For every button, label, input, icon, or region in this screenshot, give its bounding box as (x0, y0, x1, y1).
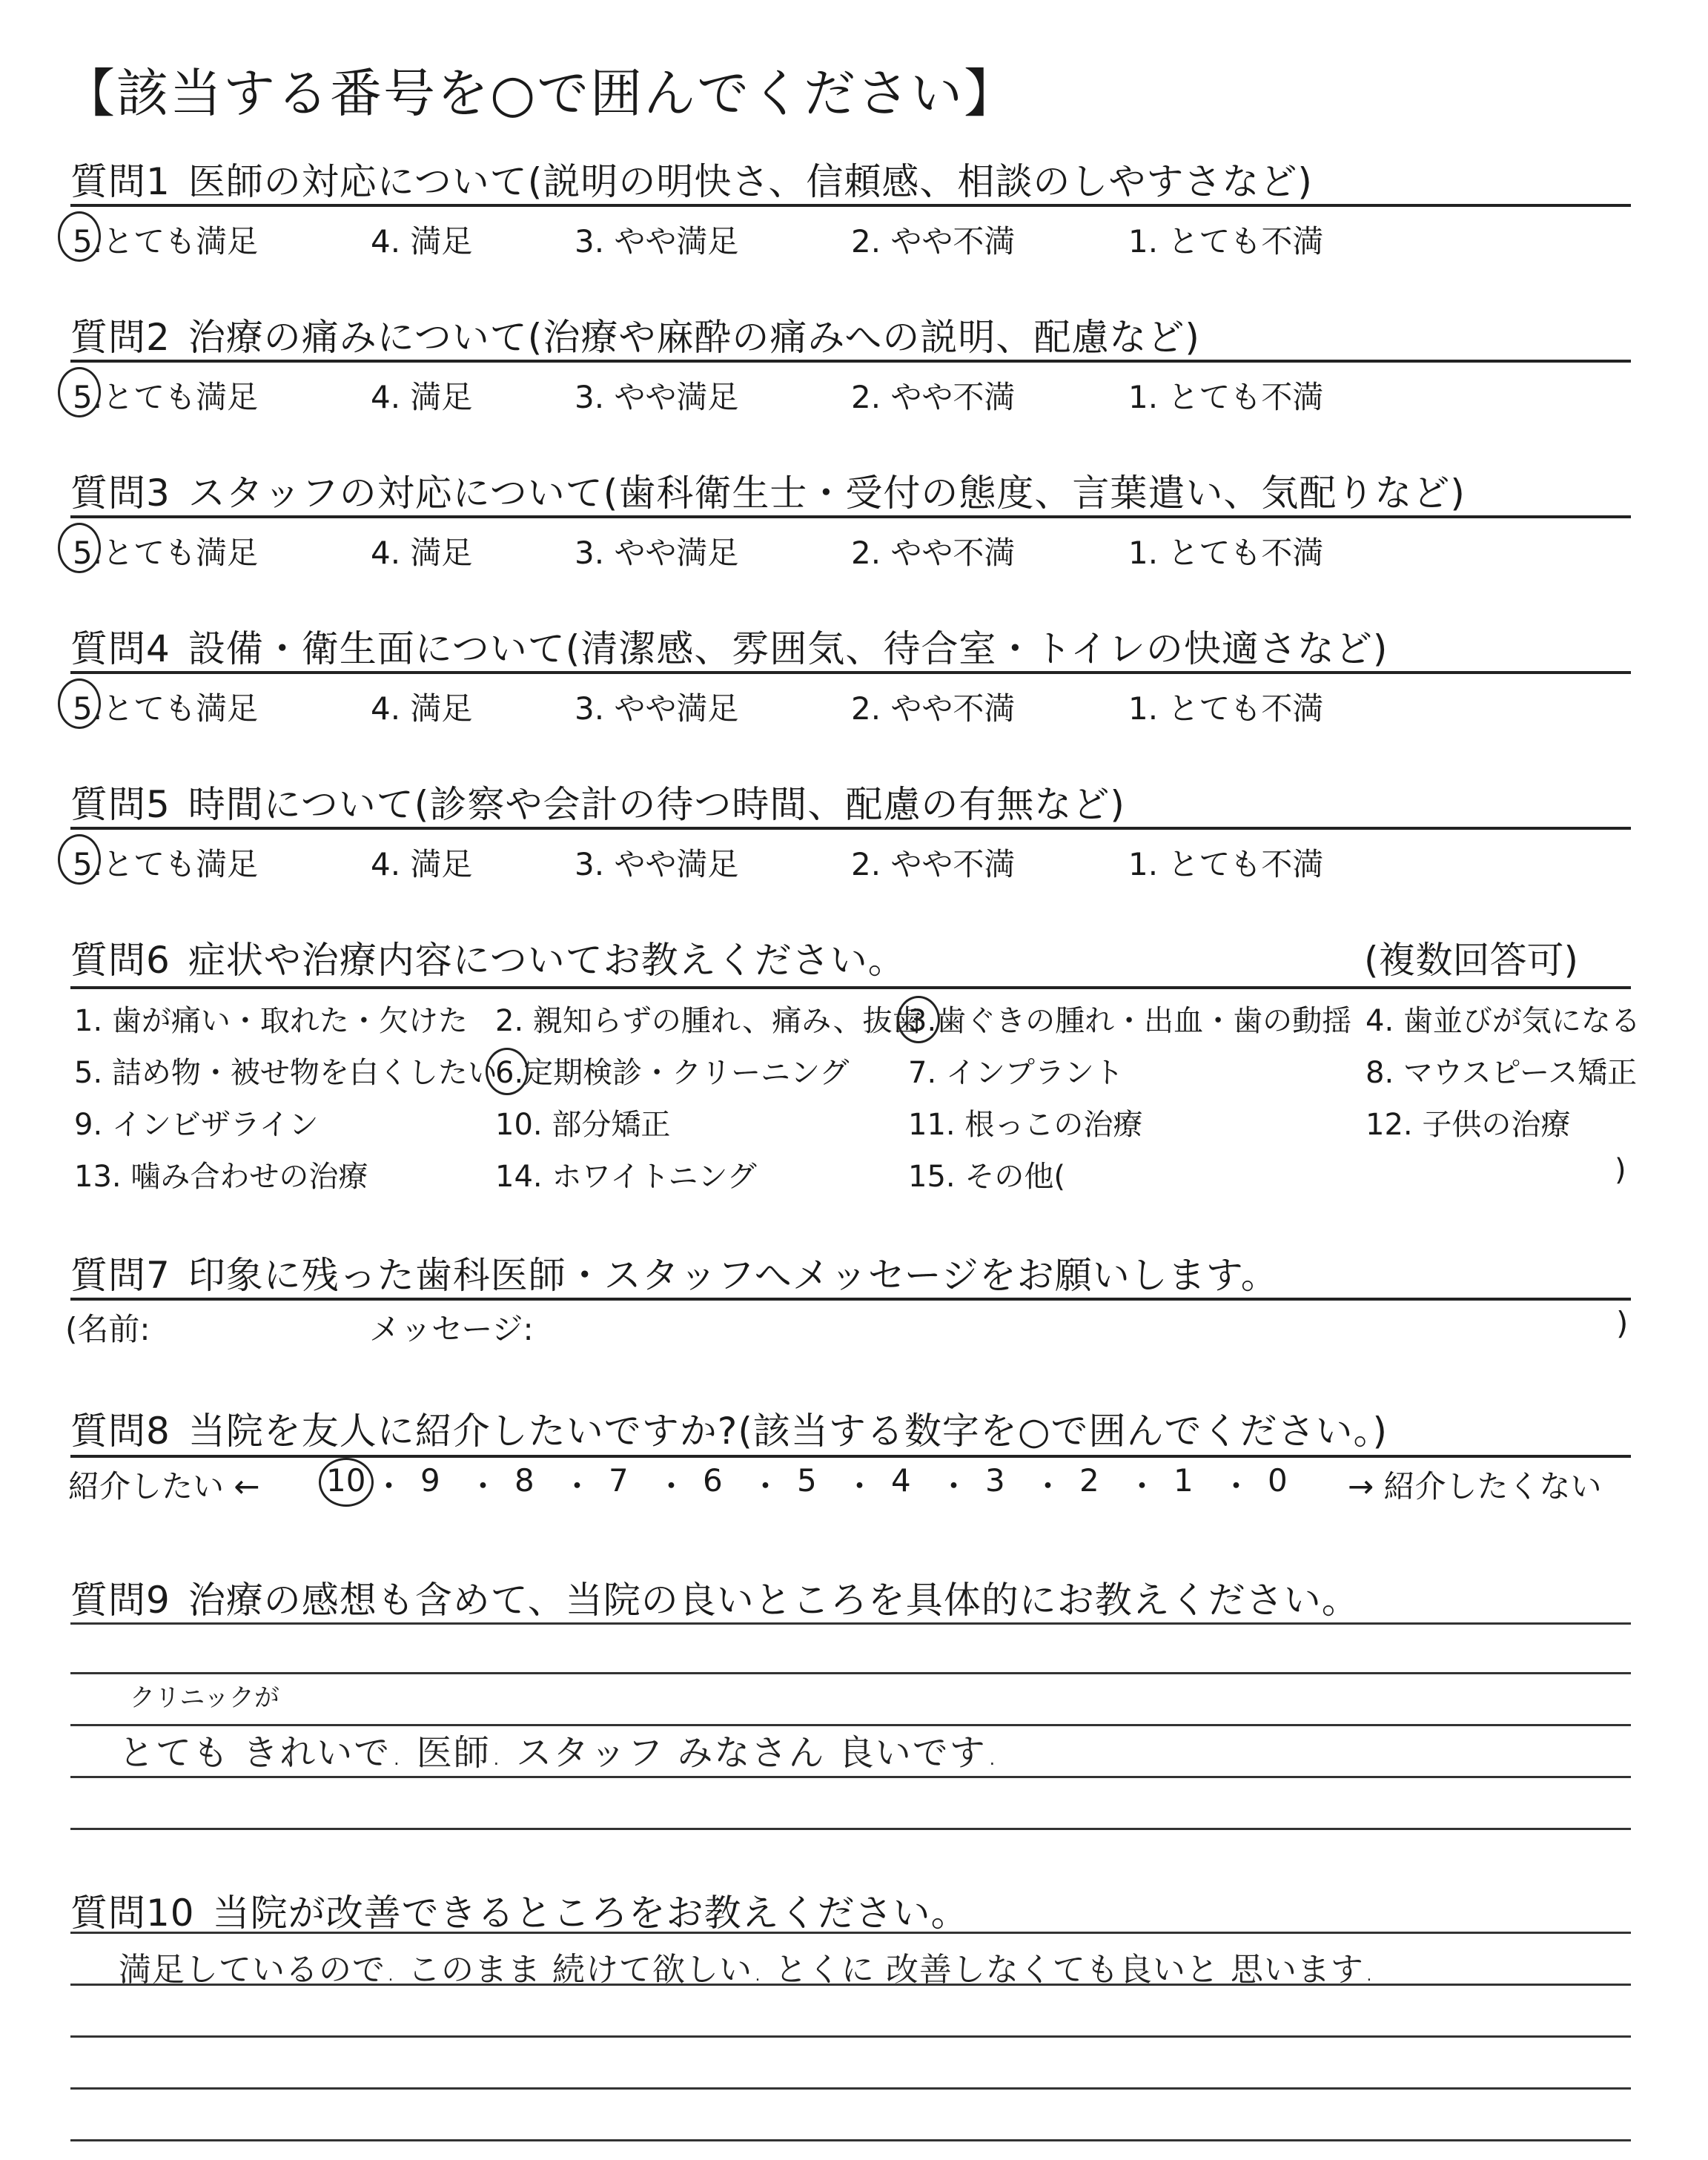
q8-scale-separator: ・ (655, 1468, 687, 1505)
q6-rule (70, 986, 1631, 989)
q6-option-13[interactable]: 13. 噛み合わせの治療 (74, 1160, 368, 1194)
q8-scale-3[interactable]: 3 (985, 1462, 1005, 1499)
q10-number: 質問10 (70, 1892, 195, 1935)
q3-option-2[interactable]: 2. やや不満 (851, 535, 1016, 571)
q5-option-1[interactable]: 1. とても不満 (1128, 846, 1324, 882)
q8-scale-0[interactable]: 0 (1268, 1462, 1288, 1499)
q6-option-9[interactable]: 9. インビザライン (74, 1108, 319, 1142)
q6-option-15[interactable]: 15. その他( (908, 1160, 1065, 1194)
q10-line-4 (70, 2087, 1631, 2090)
q6-text: 症状や治療内容についてお教えください。 (188, 939, 906, 982)
q9-line-4 (70, 1776, 1631, 1778)
q9-heading (70, 1571, 1360, 1624)
q2-rule (70, 360, 1631, 363)
q8-scale-separator: ・ (938, 1468, 970, 1505)
q10-heading (70, 1883, 969, 1937)
q6-option-1[interactable]: 1. 歯が痛い・取れた・欠けた (74, 1004, 468, 1038)
q5-text: 時間について(診察や会計の待つ時間、配慮の有無など) (188, 783, 1125, 826)
q6-option-7[interactable]: 7. インプラント (908, 1056, 1124, 1090)
q3-option-4[interactable]: 4. 満足 (371, 535, 473, 571)
q8-scale-separator: ・ (1032, 1468, 1064, 1505)
survey-title: 【該当する番号を○で囲んでください】 (63, 63, 1018, 124)
q6-selected-circle-3 (897, 996, 940, 1043)
q1-text: 医師の対応について(説明の明快さ、信頼感、相談のしやすさなど) (188, 160, 1313, 203)
q8-scale-4[interactable]: 4 (891, 1462, 911, 1499)
q1-rule (70, 204, 1631, 207)
q7-name-label[interactable]: (名前: (65, 1311, 150, 1347)
q5-rule (70, 827, 1631, 830)
q2-option-4[interactable]: 4. 満足 (371, 379, 473, 415)
q10-line-1 (70, 1932, 1631, 1934)
q6-option-14[interactable]: 14. ホワイトニング (495, 1160, 757, 1194)
q8-scale-9[interactable]: 9 (420, 1462, 440, 1499)
q1-selected-circle (58, 211, 101, 262)
q2-option-1[interactable]: 1. とても不満 (1128, 379, 1324, 415)
q8-scale-separator: ・ (561, 1468, 593, 1505)
q8-scale-separator: ・ (844, 1468, 875, 1505)
q8-scale-1[interactable]: 1 (1174, 1462, 1194, 1499)
q8-scale-separator: ・ (1220, 1468, 1252, 1505)
q9-line-1 (70, 1622, 1631, 1625)
q9-answer-line-2: とても きれいで. 医師. スタッフ みなさん 良いです. (119, 1732, 1000, 1774)
q4-option-4[interactable]: 4. 満足 (371, 690, 473, 727)
q1-option-3[interactable]: 3. やや満足 (575, 223, 739, 260)
q3-text: スタッフの対応について(歯科衛生士・受付の態度、言葉遣い、気配りなど) (188, 472, 1466, 515)
q6-option-2[interactable]: 2. 親知らずの腫れ、痛み、抜歯 (495, 1004, 922, 1038)
q2-heading (70, 308, 1200, 361)
q4-number: 質問4 (70, 627, 171, 670)
q6-option-4[interactable]: 4. 歯並びが気になる (1366, 1004, 1641, 1038)
q6-option-8[interactable]: 8. マウスピース矯正 (1366, 1056, 1638, 1090)
q5-selected-circle (58, 834, 101, 885)
q5-option-3[interactable]: 3. やや満足 (575, 846, 739, 882)
q10-answer: 満足しているので. このまま 続けて欲しい. とくに 改善しなくても良いと 思います. (119, 1951, 1375, 1989)
q2-option-5[interactable]: 5.とても満足 (73, 379, 259, 415)
q6-option-3[interactable]: 3.歯ぐきの腫れ・出血・歯の動揺 (908, 1004, 1352, 1038)
q3-rule (70, 515, 1631, 518)
q1-option-5[interactable]: 5.とても満足 (73, 223, 259, 260)
q6-option-11[interactable]: 11. 根っこの治療 (908, 1108, 1143, 1142)
q1-option-2[interactable]: 2. やや不満 (851, 223, 1016, 260)
q8-right-label: → 紹介したくない (1348, 1468, 1602, 1505)
q9-answer-line-1: クリニックが (130, 1683, 279, 1713)
q4-text: 設備・衛生面について(清潔感、雰囲気、待合室・トイレの快適さなど) (188, 627, 1388, 670)
q2-option-3[interactable]: 3. やや満足 (575, 379, 739, 415)
q4-option-1[interactable]: 1. とても不満 (1128, 690, 1324, 727)
q10-line-3 (70, 2035, 1631, 2038)
q6-option-10[interactable]: 10. 部分矯正 (495, 1108, 671, 1142)
q8-scale-10[interactable]: 10 (326, 1462, 366, 1499)
q4-option-5[interactable]: 5.とても満足 (73, 690, 259, 727)
q6-heading (70, 931, 906, 984)
q8-scale-2[interactable]: 2 (1079, 1462, 1099, 1499)
q5-option-2[interactable]: 2. やや不満 (851, 846, 1016, 882)
q8-scale-separator: ・ (467, 1468, 499, 1505)
q3-number: 質問3 (70, 472, 171, 515)
q1-option-4[interactable]: 4. 満足 (371, 223, 473, 260)
q8-scale-separator: ・ (1126, 1468, 1158, 1505)
q4-rule (70, 671, 1631, 674)
q8-rule (70, 1455, 1631, 1458)
q3-selected-circle (58, 523, 101, 573)
q7-rule (70, 1298, 1631, 1301)
q9-line-5 (70, 1828, 1631, 1830)
q8-left-label: 紹介したい ← (68, 1468, 260, 1505)
q7-close-paren: ) (1616, 1305, 1629, 1341)
q3-option-3[interactable]: 3. やや満足 (575, 535, 739, 571)
q2-option-2[interactable]: 2. やや不満 (851, 379, 1016, 415)
q5-heading (70, 775, 1125, 828)
q9-number: 質問9 (70, 1579, 171, 1622)
q1-heading (70, 152, 1313, 205)
q8-scale-7[interactable]: 7 (609, 1462, 629, 1499)
q4-option-3[interactable]: 3. やや満足 (575, 690, 739, 727)
q8-scale-8[interactable]: 8 (514, 1462, 534, 1499)
q2-selected-circle (58, 367, 101, 417)
q8-scale-6[interactable]: 6 (703, 1462, 723, 1499)
q8-scale-separator: ・ (373, 1468, 405, 1505)
q5-number: 質問5 (70, 783, 171, 826)
q3-option-5[interactable]: 5.とても満足 (73, 535, 259, 571)
q8-heading (70, 1401, 1388, 1455)
q6-option-12[interactable]: 12. 子供の治療 (1366, 1108, 1571, 1142)
q10-line-5 (70, 2139, 1631, 2141)
q10-text: 当院が改善できるところをお教えください。 (212, 1892, 969, 1935)
q8-selected-circle (319, 1458, 374, 1507)
q9-line-2 (70, 1672, 1631, 1674)
q7-heading (70, 1246, 1279, 1299)
q6-multiple-answer-note: (複数回答可) (1364, 939, 1579, 982)
q8-scale-separator: ・ (749, 1468, 781, 1505)
q1-number: 質問1 (70, 160, 171, 203)
q6-option-6[interactable]: 6.定期検診・クリーニング (495, 1056, 850, 1090)
q5-option-5[interactable]: 5.とても満足 (73, 846, 259, 882)
q6-option-5[interactable]: 5. 詰め物・被せ物を白くしたい (74, 1056, 497, 1090)
q8-text: 当院を友人に紹介したいですか?(該当する数字を○で囲んでください。) (188, 1410, 1388, 1453)
q2-text: 治療の痛みについて(治療や麻酔の痛みへの説明、配慮など) (188, 316, 1200, 359)
q4-option-2[interactable]: 2. やや不満 (851, 690, 1016, 727)
q1-option-1[interactable]: 1. とても不満 (1128, 223, 1324, 260)
q7-number: 質問7 (70, 1254, 171, 1297)
q2-number: 質問2 (70, 316, 171, 359)
q8-scale-5[interactable]: 5 (797, 1462, 817, 1499)
q3-heading (70, 463, 1466, 517)
q7-text: 印象に残った歯科医師・スタッフへメッセージをお願いします。 (188, 1254, 1279, 1297)
q6-other-close-paren: ) (1615, 1153, 1626, 1187)
q6-number: 質問6 (70, 939, 171, 982)
q4-heading (70, 619, 1388, 673)
q3-option-1[interactable]: 1. とても不満 (1128, 535, 1324, 571)
q5-option-4[interactable]: 4. 満足 (371, 846, 473, 882)
q7-message-label[interactable]: メッセージ: (369, 1311, 534, 1347)
q4-selected-circle (58, 678, 101, 729)
q6-selected-circle-6 (486, 1048, 529, 1095)
q8-number: 質問8 (70, 1410, 171, 1453)
q9-text: 治療の感想も含めて、当院の良いところを具体的にお教えください。 (188, 1579, 1360, 1622)
